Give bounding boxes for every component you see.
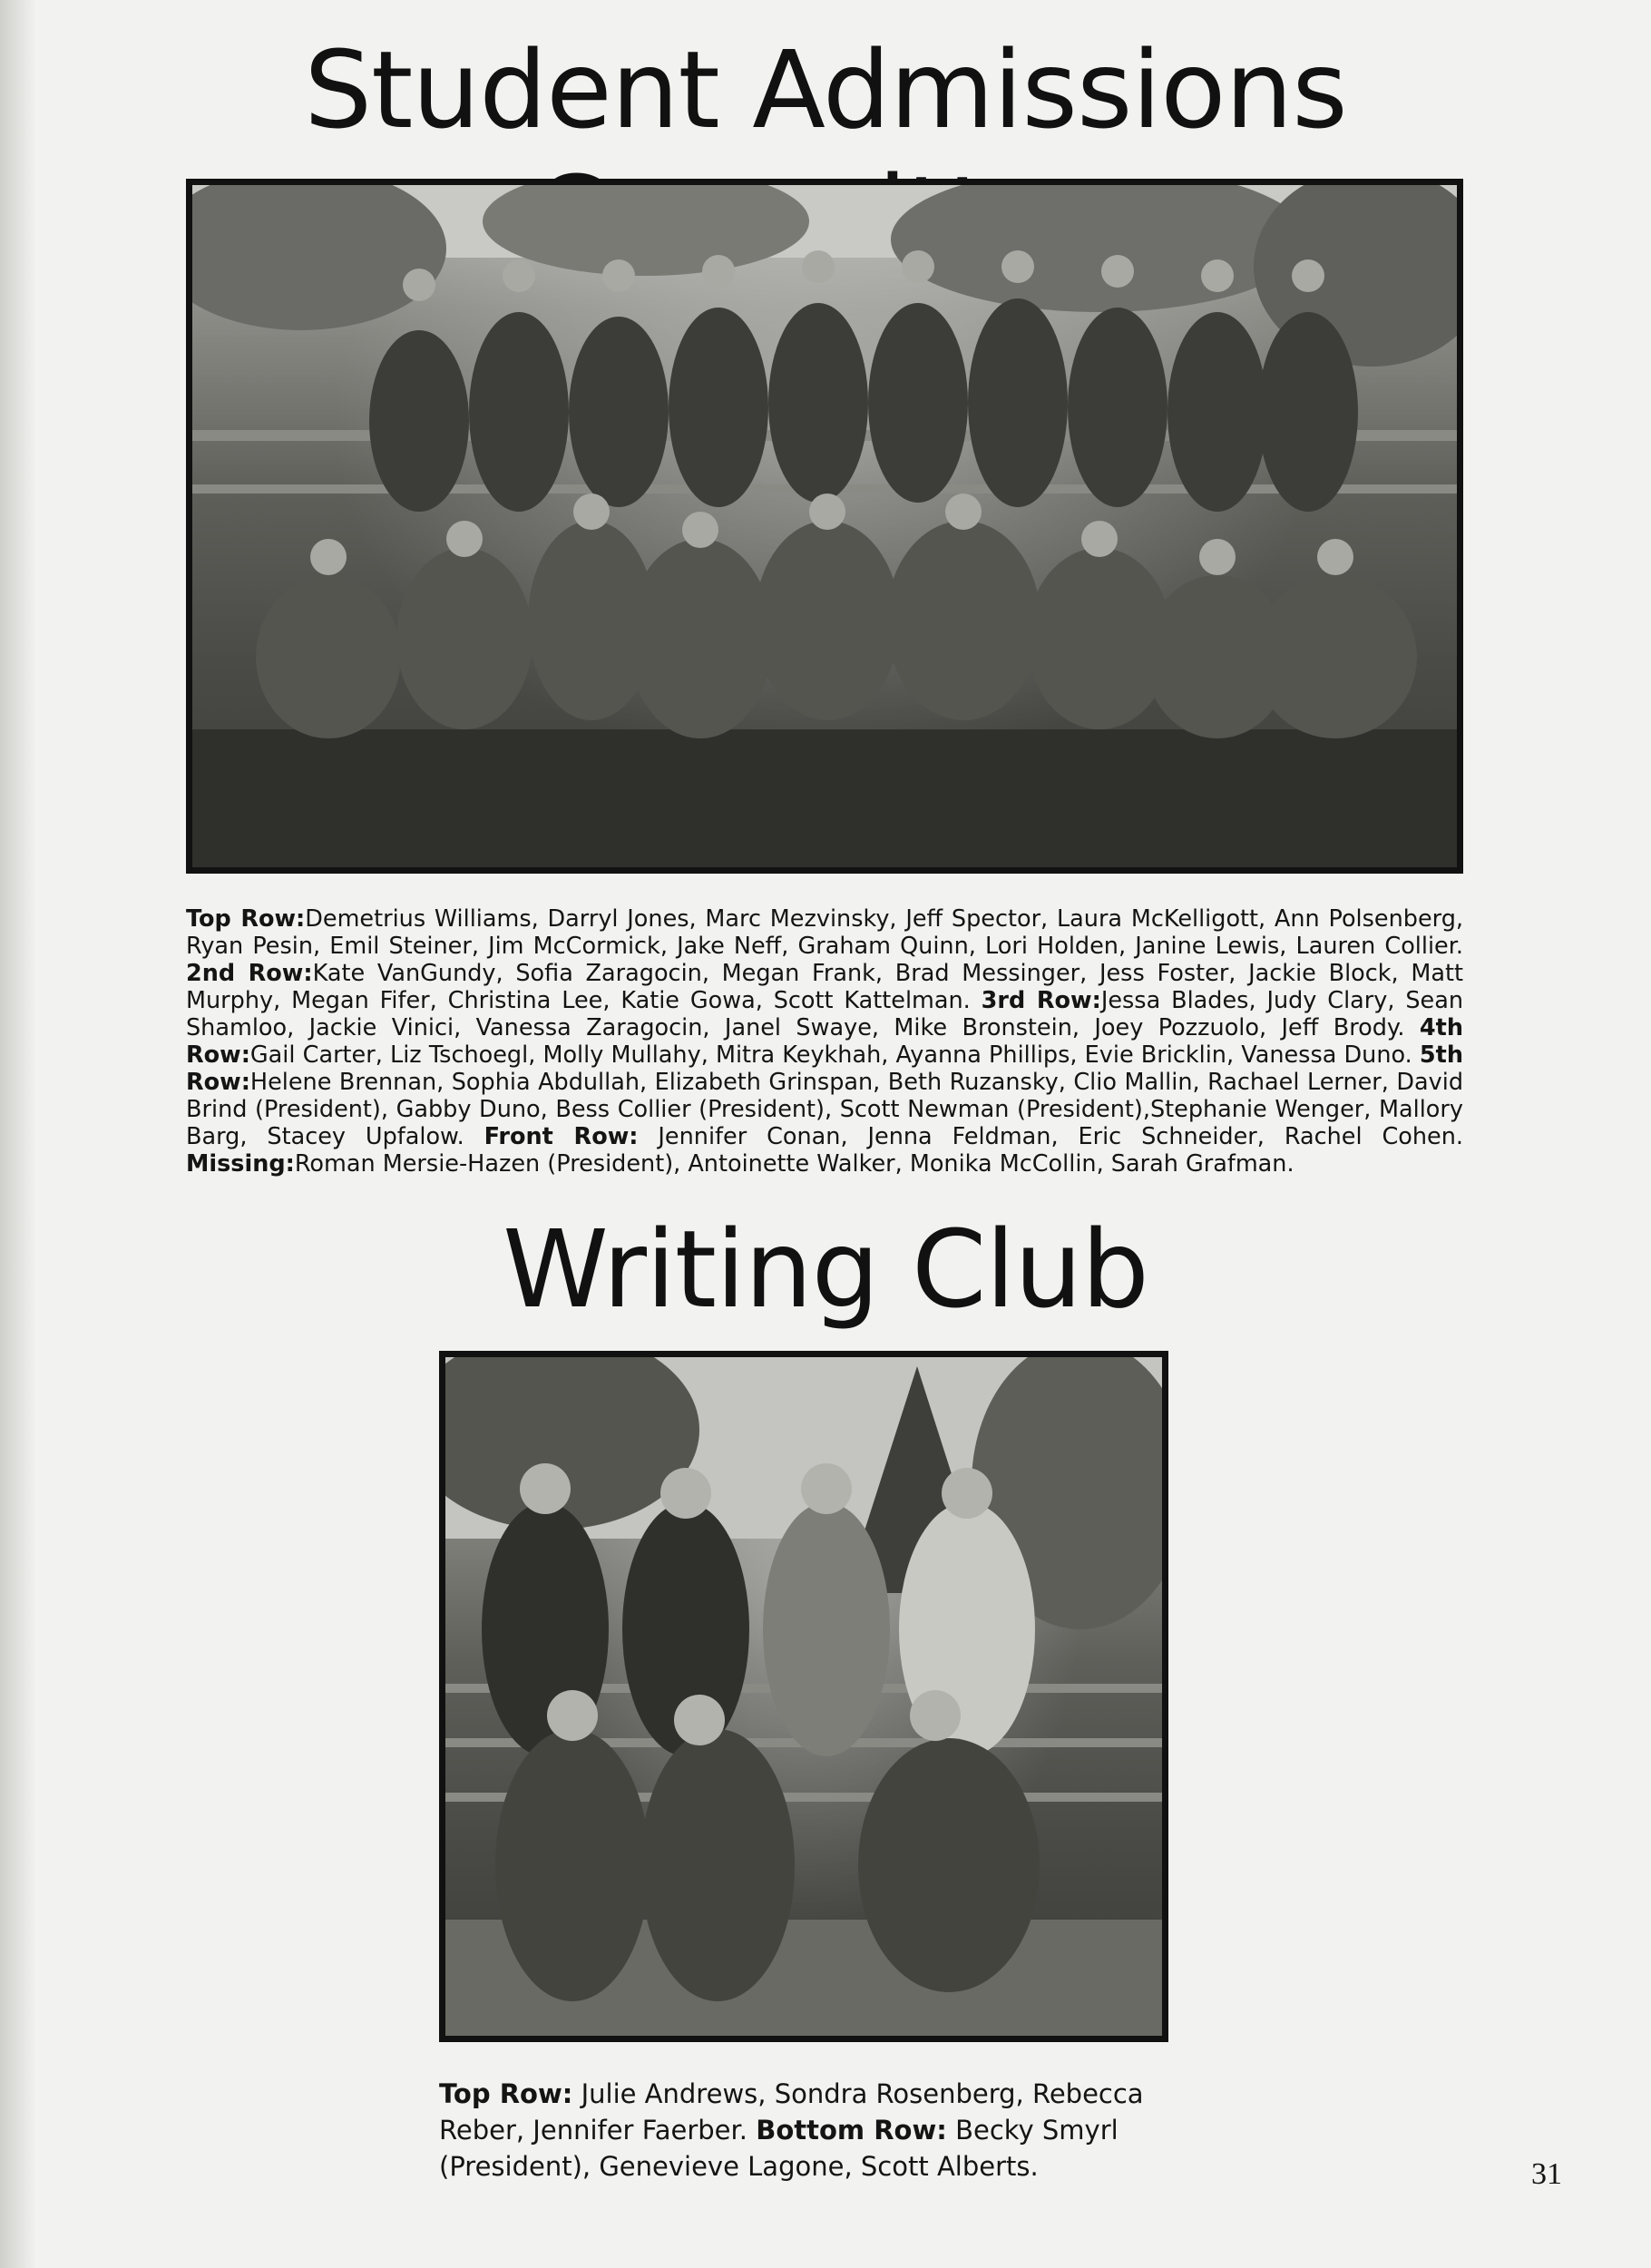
caption-row-names: Demetrius Williams, Darryl Jones, Marc Mezvinsky, Jeff Spector, Laura McKelligott, Ann Polsenberg, Ryan Pesin, Emil Steiner, Jim McCormick, Jake Neff, Graham Quinn, Lori Holden, Janine Lewis, Lauren Collier. (186, 905, 1463, 960)
student-admissions-committee-group-photo (186, 179, 1463, 874)
caption-row-names: Kate VanGundy, Sofia Zaragocin, Megan Frank, Brad Messinger, Jess Foster, Jackie Block, Matt Murphy, Megan Fifer, Christina Lee, Katie Gowa, Scott Kattelman. (186, 960, 1464, 1014)
caption-row-names: Roman Mersie-Hazen (President), Antoinette Walker, Monika McCollin, Sarah Grafman. (294, 1150, 1294, 1178)
student-admissions-committee-caption (186, 905, 1463, 1178)
caption-row-label: Missing: (186, 1150, 295, 1178)
writing-club-caption (439, 2076, 1168, 2185)
writing-club-group-photo (439, 1351, 1168, 2042)
caption-row-label: 5th Row: (186, 1041, 1463, 1096)
caption-row-label: Top Row: (186, 905, 306, 933)
writing-club-title: Writing Club (503, 1207, 1148, 1332)
caption-row-names: Gail Carter, Liz Tschoegl, Molly Mullahy, Mitra Keykhah, Ayanna Phillips, Evie Bricklin, Vanessa Duno. (249, 1041, 1412, 1069)
caption-row-label: Bottom Row: (756, 2115, 947, 2146)
caption-row-label: Top Row: (439, 2078, 573, 2109)
page-number: 31 (1531, 2157, 1562, 2191)
caption-row-label: 3rd Row: (981, 987, 1101, 1014)
caption-row-label: Front Row: (484, 1123, 639, 1150)
caption-row-names: Becky Smyrl (President), Genevieve Lagone, Scott Alberts. (439, 2115, 1119, 2182)
caption-row-label: 2nd Row: (186, 960, 313, 987)
caption-row-names: Jessa Blades, Judy Clary, Sean Shamloo, Jackie Vinici, Vanessa Zaragocin, Janel Swaye, Mike Bronstein, Joey Pozzuolo, Jeff Brody. (186, 987, 1464, 1041)
caption-row-names: Helene Brennan, Sophia Abdullah, Elizabeth Grinspan, Beth Ruzansky, Clio Mallin, Rachael Lerner, David Brind (President), Gabby Duno, Bess Collier (President), Scott Newman (President),Stephanie Wenger, Mallory Barg, Stacey Upfalow. (186, 1069, 1463, 1150)
caption-row-names: Jennifer Conan, Jenna Feldman, Eric Schneider, Rachel Cohen. (658, 1123, 1464, 1150)
caption-row-label: 4th Row: (186, 1014, 1463, 1069)
page-edge-shadow (0, 0, 36, 2268)
caption-row-names: Julie Andrews, Sondra Rosenberg, Rebecca Reber, Jennifer Faerber. (439, 2078, 1144, 2146)
student-admissions-committee-title: Student Admissions (304, 27, 1347, 152)
